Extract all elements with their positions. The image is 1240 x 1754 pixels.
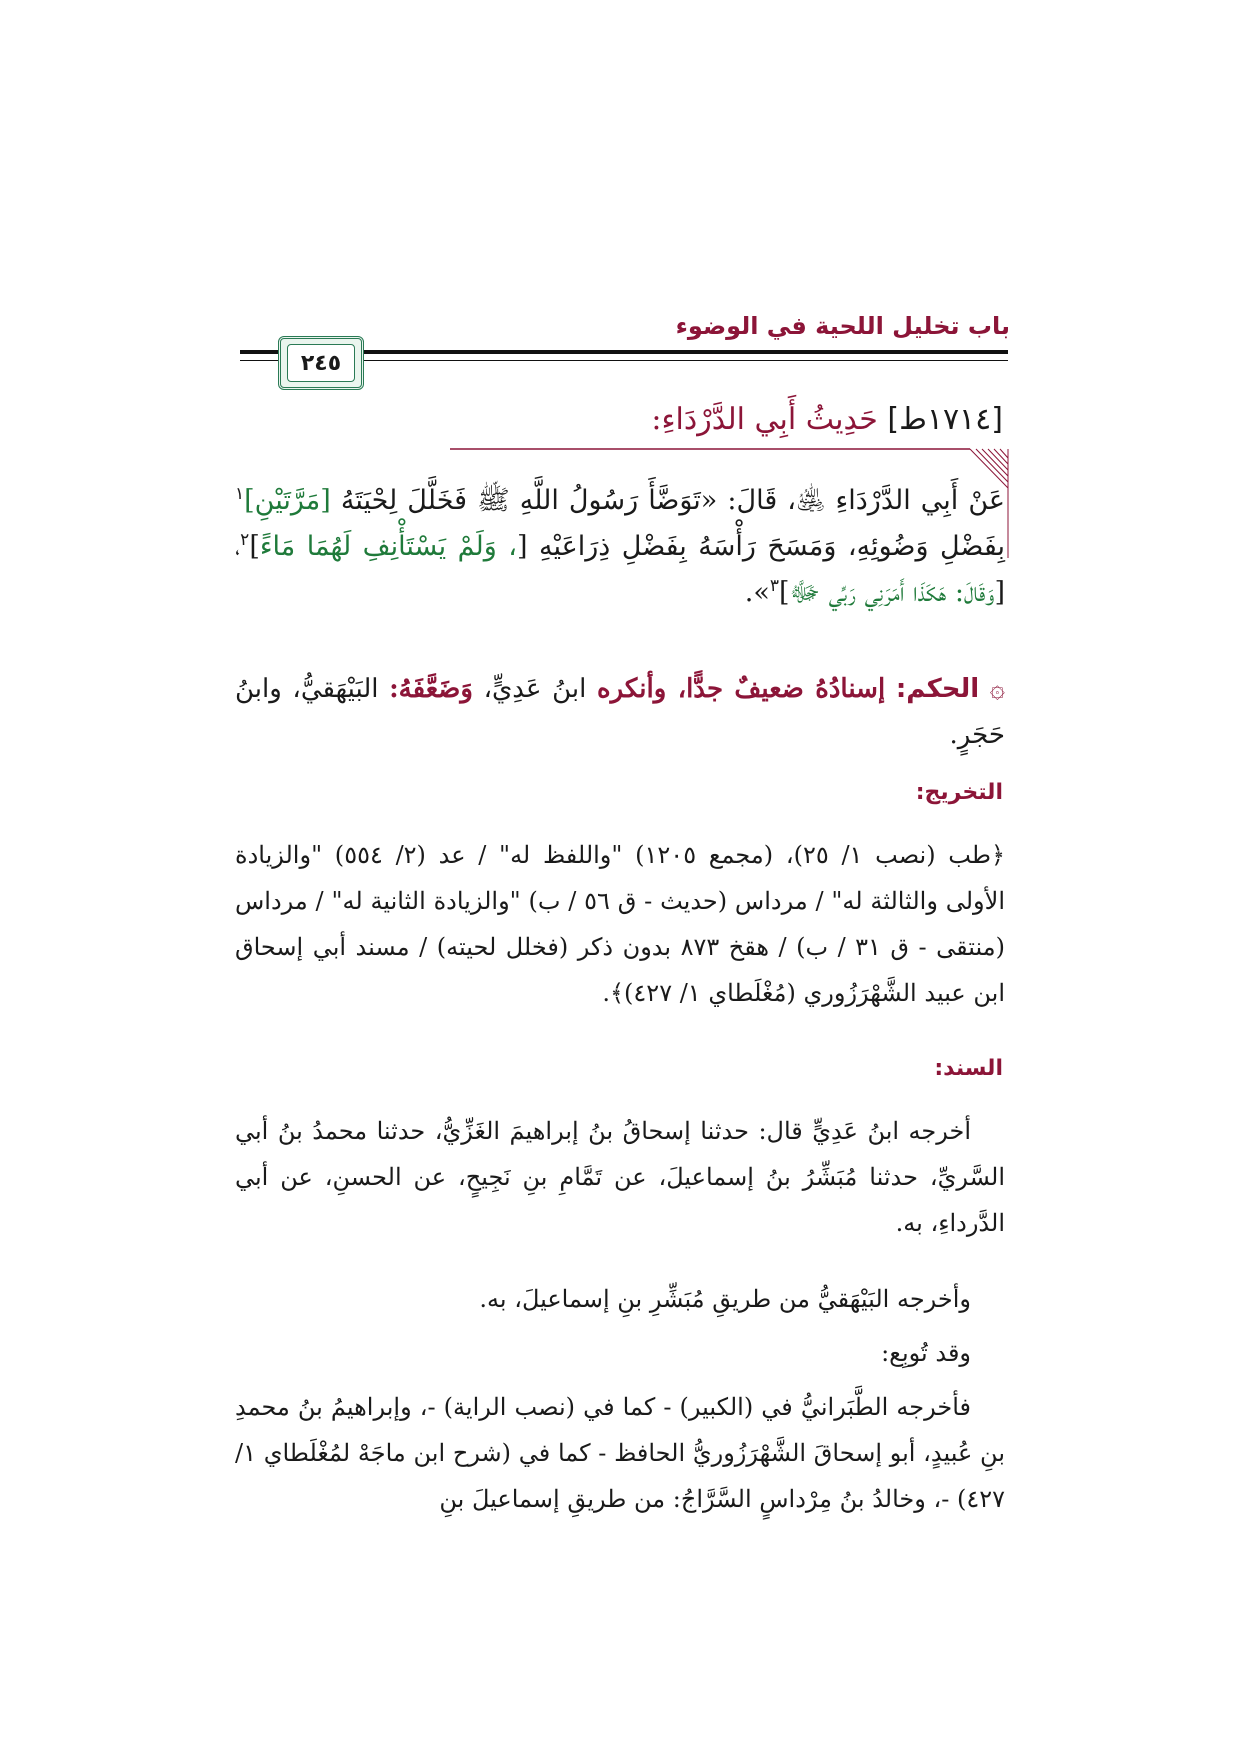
hadith-title: حَدِيثُ أَبِي الدَّرْدَاءِ: <box>651 402 878 437</box>
sanad-heading: السند: <box>934 1056 1003 1081</box>
hadith-bracket-3-close: ] <box>779 577 790 608</box>
hadith-text-c: ، [ <box>235 531 1005 608</box>
ruling-label: الحكم: <box>895 674 980 704</box>
footnote-marker-1: ١ <box>235 484 245 504</box>
ruling-text-1: ابنُ عَدِيٍّ، <box>472 674 597 704</box>
hadith-text <box>235 478 1005 616</box>
hadith-text-b: بِفَضْلِ وَضُوئِهِ، وَمَسَحَ رَأْسَهُ بِفَضْلِ ذِرَاعَيْهِ [ <box>517 531 1005 562</box>
footnote-marker-2: ٢ <box>240 530 250 550</box>
ruling-paragraph <box>235 666 1005 758</box>
sanad-paragraph-4: فأخرجه الطَّبَرانيُّ في (الكبير) - كما في (نصب الراية) -، وإبراهيمُ بنُ محمدِ بنِ عُبيدٍ، أبو إسحاقَ الشَّهْرَزُوريُّ الحافظ - كما في (شرح ابن ماجَهْ لمُغْلَطاي ١/ ٤٢٧) -، وخالدُ بنُ مِرْداسٍ السَّرَّاجُ: من طريقِ إسماعيلَ بنِ <box>235 1393 1005 1513</box>
header-rule-right-thin <box>364 360 1008 361</box>
hadith-bracket-1: [مَرَّتَيْنِ] <box>244 485 331 516</box>
page-number-badge <box>278 336 364 390</box>
hadith-number: [١٧١٤ط] <box>887 402 1003 437</box>
ruling-verdict-1: إسنادُهُ ضعيفٌ جدًّا، وأنكره <box>596 674 886 704</box>
takhrij-heading: التخريج: <box>915 780 1003 805</box>
hadith-addition-2: ، وَلَمْ يَسْتَأْنِفِ لَهُمَا مَاءً <box>259 531 518 562</box>
hadith-text-d: ». <box>744 577 770 608</box>
hadith-addition-3: وَقَالَ: هَكَذَا أَمَرَنِي رَبِّي ﷻ <box>789 577 995 608</box>
chapter-title: باب تخليل اللحية في الوضوء <box>675 312 1010 340</box>
ruling-verdict-2: وَضَعَّفَهُ: <box>389 674 473 704</box>
page-number: ٢٤٥ <box>287 344 355 382</box>
sanad-paragraph-2: وأخرجه البَيْهَقيُّ من طريقِ مُبَشِّرِ بنِ إسماعيلَ، به. <box>479 1285 971 1313</box>
header-rule-right-thick <box>364 350 1008 354</box>
ruling-text-2: البَيْهَقيُّ، وابنُ حَجَرٍ. <box>235 674 1005 750</box>
sanad-paragraph-3: وقد تُوبِع: <box>881 1339 971 1367</box>
hadith-bracket-2-close: ] <box>249 531 260 562</box>
hadith-text-a: عَنْ أَبِي الدَّرْدَاءِ ﵁، قَالَ: «تَوَضَّأَ رَسُولُ اللَّهِ ﷺ فَخَلَّلَ لِحْيَتَهُ <box>330 485 1005 516</box>
sanad-paragraph-1: أخرجه ابنُ عَدِيٍّ قال: حدثنا إسحاقُ بنُ إبراهيمَ الغَزِّيُّ، حدثنا محمدُ بنُ أبي السَّريِّ، حدثنا مُبَشِّرُ بنُ إسماعيلَ، عن تَمَّامِ بنِ نَجِيحٍ، عن الحسنِ، عن أبي الدَّرداءِ، به. <box>235 1117 1005 1237</box>
flower-icon: ۞ <box>989 674 1006 704</box>
header-rule-left-thick <box>240 350 278 354</box>
header-rule-left-thin <box>240 360 278 361</box>
takhrij-text: ﴿طب (نصب ١/ ٢٥)، (مجمع ١٢٠٥) "واللفظ له" / عد (٢/ ٥٥٤) "والزيادة الأولى والثالثة له" / مرداس (حديث - ق ٥٦ / ب) "والزيادة الثانية له" / مرداس (منتقى - ق ٣١ / ب) / هقخ ٨٧٣ بدون ذكر (فخلل لحيته) / مسند أبي إسحاق ابن عبيد الشَّهْرَزُوري (مُغْلَطاي ١/ ٤٢٧)﴾. <box>235 841 1006 1007</box>
hadith-heading <box>203 402 1003 437</box>
footnote-marker-3: ٣ <box>769 576 780 596</box>
